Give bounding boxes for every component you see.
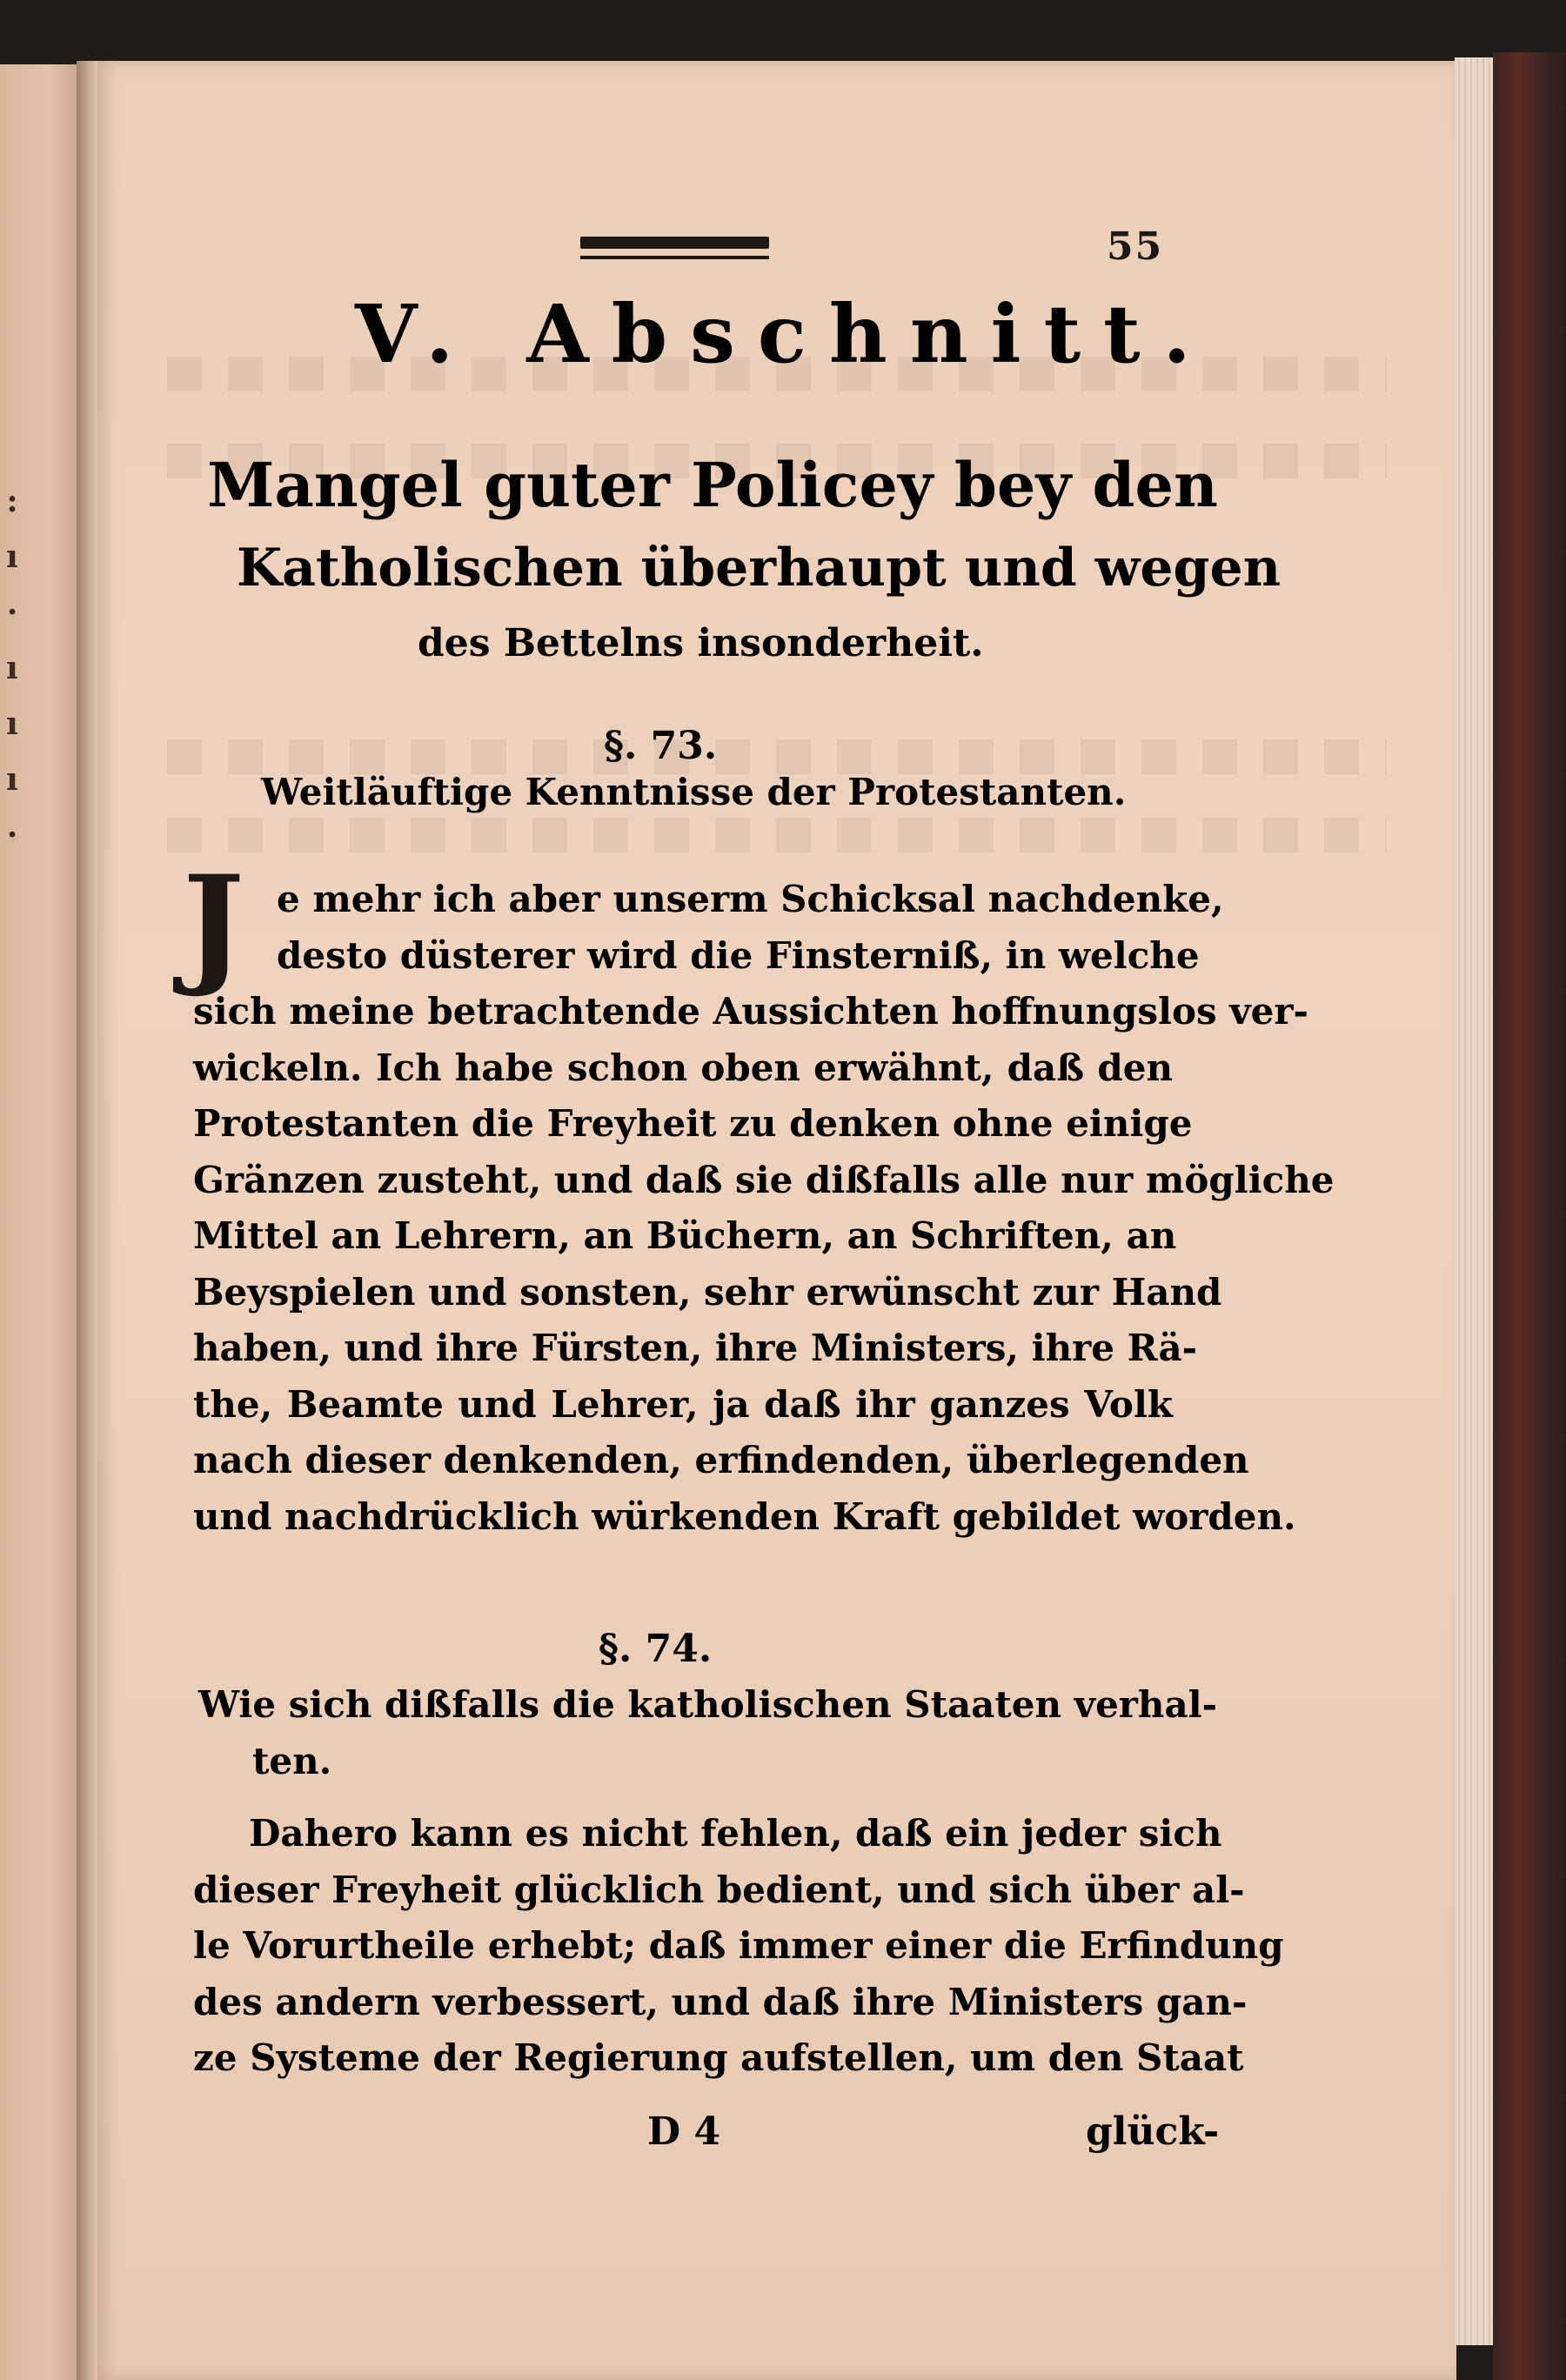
ornament-thin-line: [580, 256, 769, 259]
bleed-mark: ı: [6, 650, 18, 686]
section-73-paragraph: [193, 984, 1335, 1545]
section-74-number: §. 74.: [599, 1627, 713, 1671]
chapter-subtitle-line2: Katholischen überhaupt und wegen: [237, 538, 1282, 598]
page-number: 55: [1107, 224, 1164, 269]
text-line: Mittel an Lehrern, an Büchern, an Schriften, an: [193, 1214, 1177, 1257]
text-line: le Vorurtheile erhebt; daß immer einer die Erfindung: [193, 1924, 1284, 1967]
bleed-mark: ·: [6, 817, 18, 853]
text-line: dieser Freyheit glücklich bedient, und sich über al-: [193, 1868, 1245, 1911]
book-cover-edge: [1493, 52, 1566, 2380]
bleed-mark: ı: [6, 761, 18, 798]
text-line: desto düsterer wird die Finsterniß, in welche: [277, 933, 1200, 977]
section-73-heading: Weitläuftige Kenntnisse der Protestanten.: [261, 771, 1127, 813]
chapter-subtitle-line3: des Bettelns insonderheit.: [418, 621, 984, 665]
catchword: glück-: [1086, 2109, 1220, 2154]
section-74-heading-line2: ten.: [252, 1740, 332, 1782]
text-line: des andern verbessert, und daß ihre Ministers gan-: [193, 1980, 1248, 2023]
text-line: ze Systeme der Regierung aufstellen, um den Staat: [193, 2036, 1244, 2079]
text-line: nach dieser denkenden, erfindenden, überlegenden: [193, 1439, 1249, 1481]
text-line: Beyspielen und sonsten, sehr erwünscht zur Hand: [193, 1270, 1222, 1314]
bleed-mark: ı: [6, 705, 18, 742]
chapter-title: V. Abschnitt.: [355, 287, 1214, 381]
page-stack-edge: [1455, 57, 1495, 2345]
header-ornament-rule: [580, 237, 769, 263]
ornament-thick-line: [580, 237, 769, 249]
bleed-mark: ·: [6, 594, 18, 631]
drop-cap-letter: J: [183, 847, 244, 1000]
section-73-paragraph-lines-1-2: [277, 872, 1224, 984]
text-line: wickeln. Ich habe schon oben erwähnt, daß den: [193, 1046, 1173, 1089]
text-line: e mehr ich aber unserm Schicksal nachdenke,: [277, 878, 1224, 920]
left-page-edge: [0, 64, 80, 2380]
show-through-texture: [167, 739, 1387, 774]
text-line: haben, und ihre Fürsten, ihre Ministers, ihre Rä-: [193, 1327, 1198, 1369]
text-line: Gränzen zusteht, und daß sie dißfalls alle nur mögliche: [193, 1158, 1335, 1201]
text-line: Dahero kann es nicht fehlen, daß ein jeder sich: [249, 1812, 1222, 1855]
section-74-paragraph: [193, 1806, 1284, 2087]
text-line: sich meine betrachtende Aussichten hoffnungslos ver-: [193, 990, 1308, 1033]
text-line: the, Beamte und Lehrer, ja daß ihr ganzes Volk: [193, 1382, 1173, 1426]
chapter-subtitle-line1: Mangel guter Policey bey den: [207, 449, 1218, 521]
text-line: und nachdrücklich würkenden Kraft gebildet worden.: [193, 1494, 1296, 1538]
bleed-mark: :: [6, 483, 18, 519]
text-line: Protestanten die Freyheit zu denken ohne einige: [193, 1102, 1193, 1145]
section-74-heading-line1: Wie sich dißfalls die katholischen Staaten verhal-: [198, 1683, 1218, 1726]
show-through-texture: [167, 818, 1387, 852]
left-page-bleed-glyphs: [3, 473, 21, 863]
section-73-number: §. 73.: [604, 724, 718, 768]
signature-mark: D 4: [647, 2109, 721, 2154]
bleed-mark: ı: [6, 538, 18, 575]
